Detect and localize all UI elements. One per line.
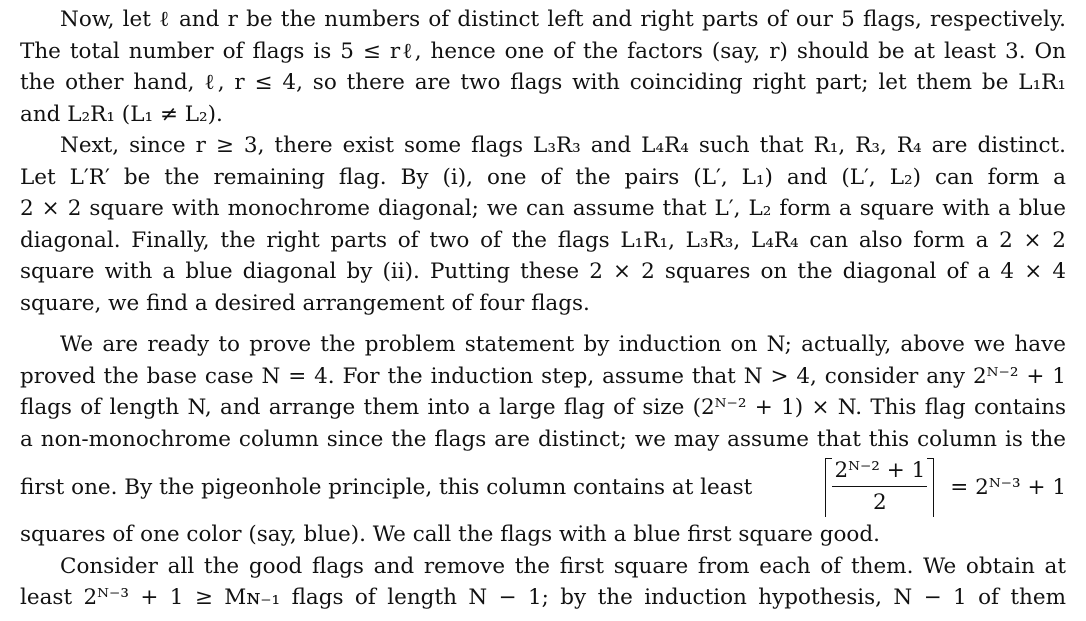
text-line: diagonal. Finally, the right parts of two of the flags L₁R₁, L₃R₃, L₄R₄ can also form a 2 × 2 <box>20 227 1066 253</box>
paragraph-gap <box>20 319 1066 329</box>
text-line: Next, since r ≥ 3, there exist some flags L₃R₃ and L₄R₄ such that R₁, R₃, R₄ are distinct. <box>60 133 1066 158</box>
paragraph <box>20 329 1066 614</box>
text-line: We are ready to prove the problem statement by induction on N; actually, above we have <box>60 332 1066 357</box>
text-line: 2 × 2 square with monochrome diagonal; we can assume that L′, L₂ form a square with a blue <box>20 196 1066 221</box>
paper-page <box>20 4 1066 614</box>
text-line: Let L′R′ be the remaining flag. By (i), one of the pairs (L′, L₁) and (L′, L₂) can form a <box>20 164 1066 190</box>
text-line: square, we find a desired arrangement of four flags. <box>20 290 590 316</box>
text-line: flags of length N, and arrange them into a large flag of size (2ᴺ⁻² + 1) × N. This flag contains <box>20 395 1066 420</box>
text-line: proved the base case N = 4. For the induction step, assume that N > 4, consider any 2ᴺ⁻² + 1 <box>20 363 1066 389</box>
text-line: the other hand, ℓ, r ≤ 4, so there are two flags with coinciding right part; let them be L₁R₁ <box>20 70 1066 95</box>
text-line: squares of one color (say, blue). We call the flags with a blue first square good. <box>20 522 880 547</box>
formula-lead-text: first one. By the pigeonhole principle, this column contains at least <box>20 474 753 500</box>
text-line: Now, let ℓ and r be the numbers of distinct left and right parts of our 5 flags, respectively. <box>60 7 1066 32</box>
formula-result: = 2ᴺ⁻³ + 1 <box>950 474 1066 500</box>
text-line: and L₂R₁ (L₁ ≠ L₂). <box>20 101 223 127</box>
text-line: a non-monochrome column since the flags are distinct; we may assume that this column is the <box>20 426 1066 452</box>
ceiling-formula <box>825 458 1066 517</box>
fraction-denominator: 2 <box>873 489 887 515</box>
ceiling-fraction <box>825 458 934 517</box>
fraction-numerator: 2ᴺ⁻² + 1 <box>832 458 927 487</box>
text-line: least 2ᴺ⁻³ + 1 ≥ Mɴ₋₁ flags of length N − 1; by the induction hypothesis, N − 1 of them <box>20 585 1066 610</box>
text-line: square with a blue diagonal by (ii). Putting these 2 × 2 squares on the diagonal of a 4 × 4 <box>20 259 1066 284</box>
text-line: The total number of flags is 5 ≤ rℓ, hence one of the factors (say, r) should be at least 3. On <box>20 38 1066 64</box>
paragraph <box>20 4 1066 130</box>
text-line: Consider all the good flags and remove the first square from each of them. We obtain at <box>60 553 1066 579</box>
formula-line <box>20 455 1066 519</box>
paragraph <box>20 130 1066 319</box>
